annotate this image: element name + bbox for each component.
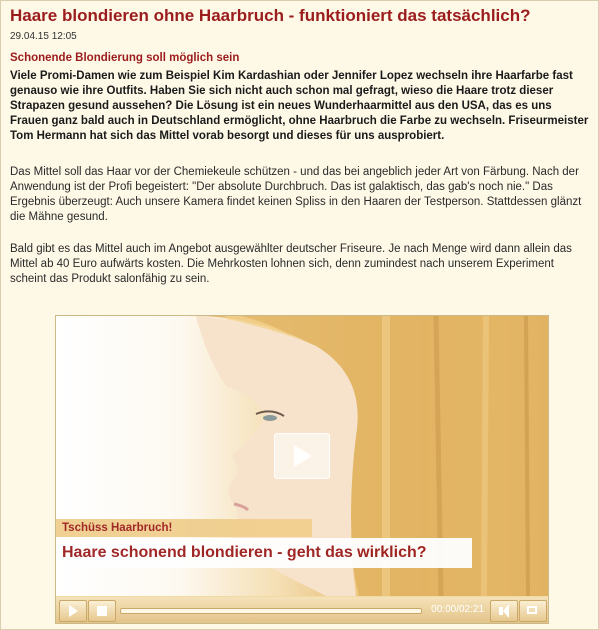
progress-bar[interactable] — [120, 608, 422, 614]
play-button[interactable] — [59, 600, 87, 622]
stop-button[interactable] — [88, 600, 116, 622]
time-display: 00:00/02:21 — [431, 604, 484, 615]
fullscreen-icon — [527, 606, 537, 614]
video-controls — [56, 597, 548, 623]
article-subtitle: Schonende Blondierung soll möglich sein — [10, 52, 240, 64]
article-paragraph-2: Bald gibt es das Mittel auch im Angebot ausgewählter deutscher Friseure. Je nach Menge wird dann allein das Mittel ab 40 Euro aufwärts kosten. Die Mehrkosten lohnen sich, denn zumindest nach unserem Experiment scheint das Produkt salonfähig zu sein. — [10, 243, 572, 285]
video-player[interactable] — [55, 315, 549, 624]
play-icon — [69, 605, 78, 617]
volume-button[interactable] — [490, 600, 518, 622]
video-caption-big: Haare schonend blondieren - geht das wirklich? — [56, 538, 472, 568]
speaker-cone-icon — [503, 604, 509, 618]
article-paragraph-1: Das Mittel soll das Haar vor der Chemiekeule schützen - und das bei angeblich jeder Art von Färbung. Nach der Anwendung ist der Profi begeistert: "Der absolute Durchbruch. Das ist galaktisch, das gab's noch nie." Das Ergebnis überzeugt: Auch unsere Kamera findet keinen Spliss in den Haaren der Testperson. Stattdessen glänzt die Mähne gesund. — [10, 166, 582, 223]
fullscreen-button[interactable] — [519, 600, 547, 622]
article-lead: Viele Promi-Damen wie zum Beispiel Kim Kardashian oder Jennifer Lopez wechseln ihre Haarfarbe fast genauso wie ihre Outfits. Haben Sie sich nicht auch schon mal gefragt, wieso die Haare trotz dieser Strapazen gesund aussehen? Die Lösung ist ein neues Wunderhaarmittel aus den USA, das es uns Frauen ganz bald auch in Deutschland ermöglicht, ohne Haarbruch die Farbe zu wechseln. Friseurmeister Tom Hermann hat sich das Mittel vorab besorgt und dieses für uns ausprobiert. — [10, 70, 589, 142]
stop-icon — [97, 606, 107, 616]
video-caption-small: Tschüss Haarbruch! — [56, 519, 312, 537]
play-icon — [294, 445, 312, 467]
play-overlay-button[interactable] — [274, 433, 330, 479]
article-title: Haare blondieren ohne Haarbruch - funktioniert das tatsächlich? — [10, 6, 531, 25]
article-date: 29.04.15 12:05 — [10, 31, 77, 42]
